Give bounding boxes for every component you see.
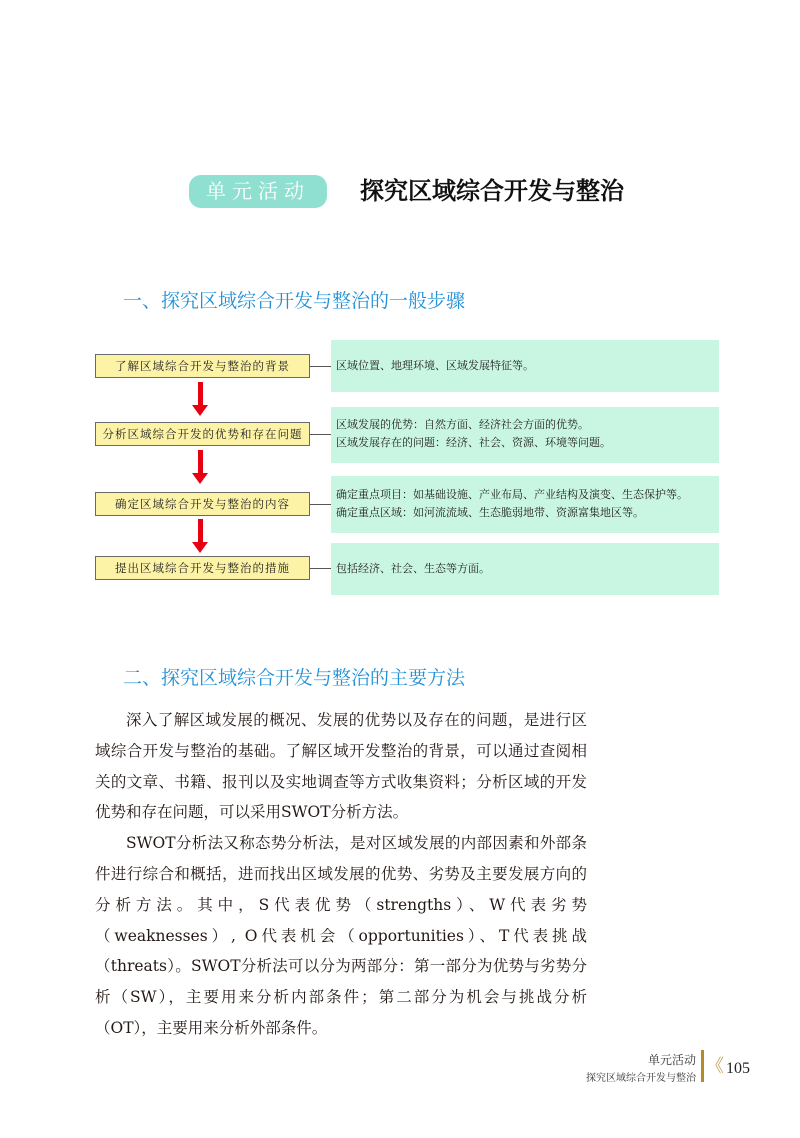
footer-subtitle: 探究区域综合开发与整治 <box>586 1073 696 1084</box>
step-box-background: 了解区域综合开发与整治的背景 <box>95 354 310 378</box>
section-heading-steps: 一、探究区域综合开发与整治的一般步骤 <box>123 290 466 312</box>
desc-line: 包括经济、社会、生态等方面。 <box>336 562 490 575</box>
step-desc-content <box>331 476 719 533</box>
desc-line: 确定重点区域：如河流流域、生态脆弱地带、资源富集地区等。 <box>336 506 644 519</box>
page-number: 105 <box>726 1060 750 1077</box>
section-heading-methods: 二、探究区域综合开发与整治的主要方法 <box>123 667 466 689</box>
arrow-head-icon <box>192 542 208 553</box>
paragraph: SWOT分析法又称态势分析法，是对区域发展的内部因素和外部条件进行综合和概括，进而找出区域发展的优势、劣势及主要发展方向的分析方法。其中，S代表优势（strengths）、W代表劣势（weaknesses）, O代表机会（opportunities）、T代表挑战（threats）。SWOT分析法可以分为两部分：第一部分为优势与劣势分析（SW），主要用来分析内部条件；第二部分为机会与挑战分析（OT），主要用来分析外部条件。 <box>95 834 587 1037</box>
unit-activity-badge: 单元活动 <box>189 175 327 208</box>
desc-line: 确定重点项目：如基础设施、产业布局、产业结构及演变、生态保护等。 <box>336 488 688 501</box>
step-box-measures: 提出区域综合开发与整治的措施 <box>95 556 310 580</box>
desc-line: 区域发展的优势：自然方面、经济社会方面的优势。 <box>336 418 589 431</box>
arrow-head-icon <box>192 473 208 484</box>
step-connector <box>310 434 331 435</box>
step-box-content: 确定区域综合开发与整治的内容 <box>95 492 310 516</box>
step-connector <box>310 504 331 505</box>
step-desc-measures <box>331 543 719 595</box>
chevron-left-icon: 《 <box>706 1056 724 1077</box>
arrow-head-icon <box>192 405 208 416</box>
desc-line: 区域发展存在的问题：经济、社会、资源、环境等问题。 <box>336 436 611 449</box>
body-text <box>95 705 587 1044</box>
step-connector <box>310 366 331 367</box>
footer-unit-label: 单元活动 <box>647 1053 696 1067</box>
step-box-analysis: 分析区域综合开发的优势和存在问题 <box>95 422 310 446</box>
paragraph: 深入了解区域发展的概况、发展的优势以及存在的问题，是进行区域综合开发与整治的基础。了解区域开发整治的背景，可以通过查阅相关的文章、书籍、报刊以及实地调查等方式收集资料；分析区域的开发优势和存在问题，可以采用SWOT分析方法。 <box>95 711 587 822</box>
desc-line: 区域位置、地理环境、区域发展特征等。 <box>336 359 534 372</box>
step-connector <box>310 568 331 569</box>
step-desc-background <box>331 340 719 392</box>
step-desc-analysis <box>331 407 719 463</box>
footer-divider <box>701 1050 704 1082</box>
page-title: 探究区域综合开发与整治 <box>360 177 624 205</box>
